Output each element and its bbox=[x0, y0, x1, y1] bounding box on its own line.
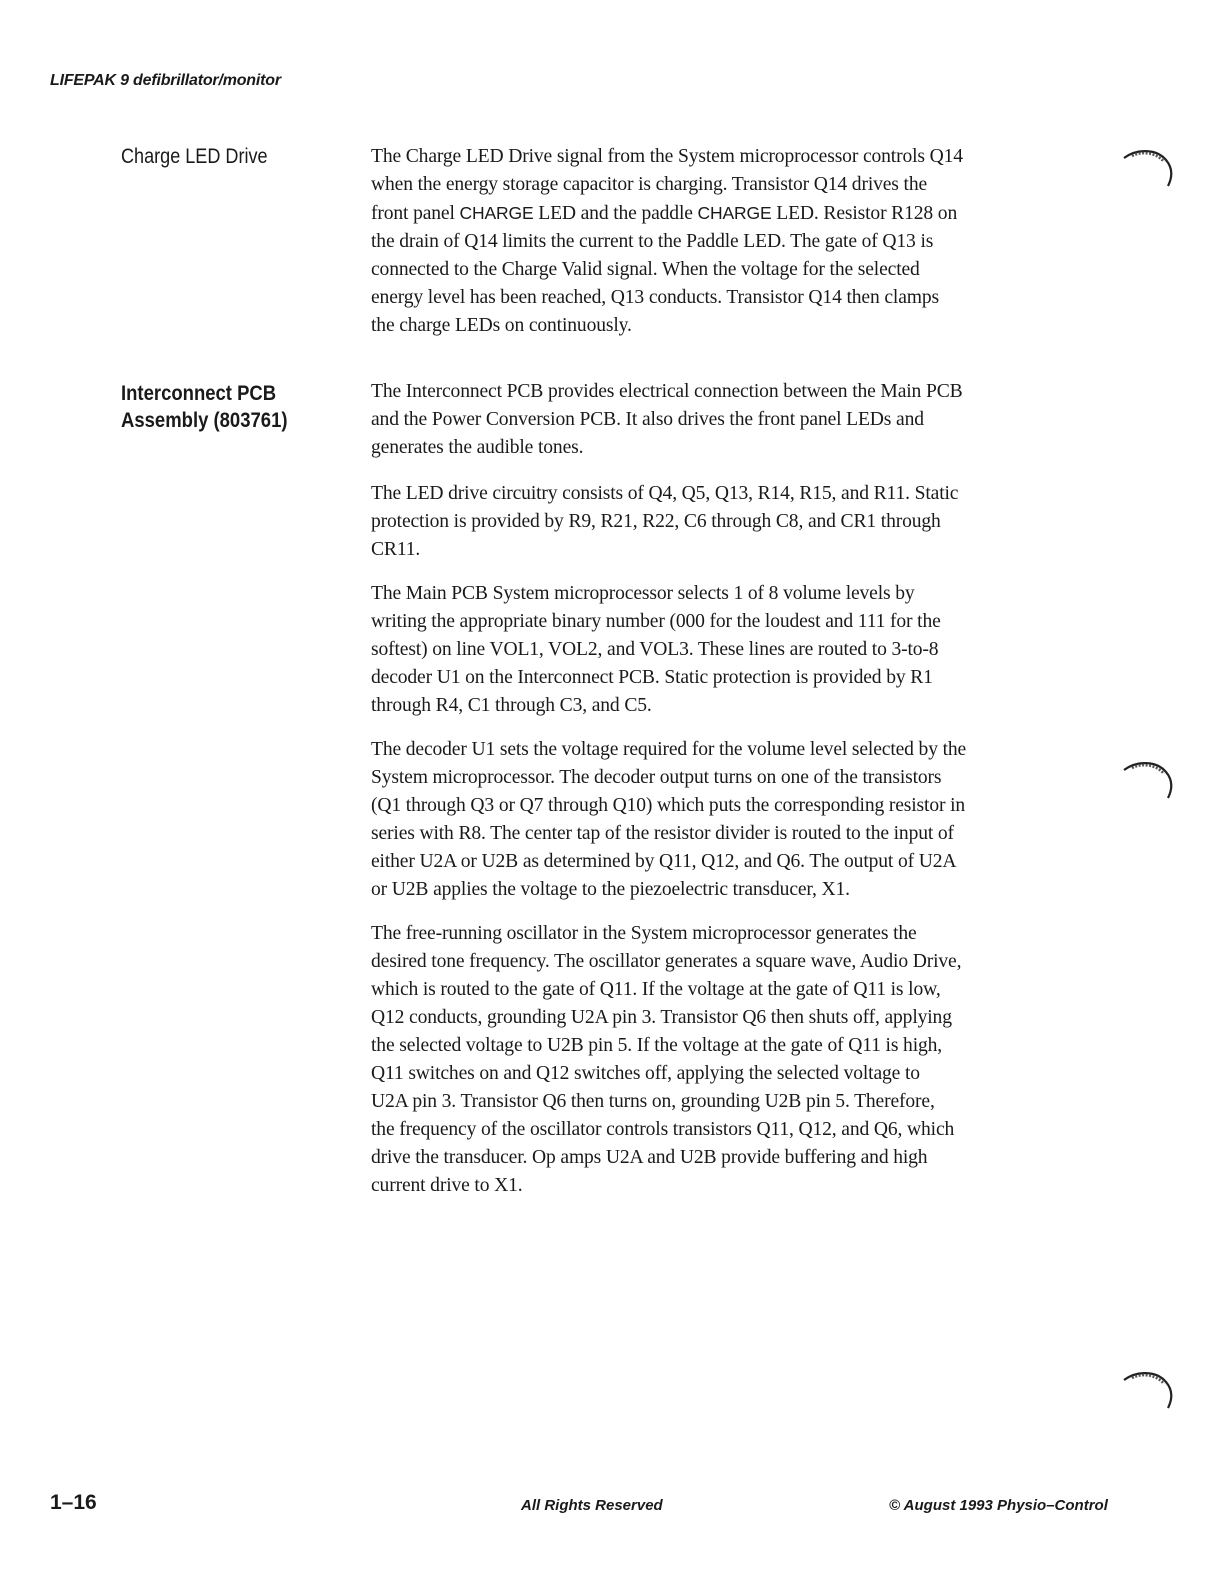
text-line: the selected voltage to U2B pin 5. If the voltage at the gate of Q11 is high, bbox=[371, 1035, 943, 1056]
panel-label-charge: CHARGE bbox=[459, 203, 534, 223]
paragraph-charge-led-drive bbox=[371, 143, 963, 340]
text-line: softest) on line VOL1, VOL2, and VOL3. These lines are routed to 3-to-8 bbox=[371, 639, 939, 660]
binder-hole-icon bbox=[1122, 148, 1176, 192]
paragraph-oscillator bbox=[371, 920, 961, 1200]
paragraph-interconnect-overview bbox=[371, 378, 963, 462]
text-line: the charge LEDs on continuously. bbox=[371, 315, 632, 336]
text-line: The decoder U1 sets the voltage required for the volume level selected by the bbox=[371, 739, 967, 760]
text-line: the frequency of the oscillator controls transistors Q11, Q12, and Q6, which bbox=[371, 1119, 955, 1140]
text-run: front panel bbox=[371, 203, 460, 224]
text-line: the drain of Q14 limits the current to the Paddle LED. The gate of Q13 is bbox=[371, 231, 934, 252]
text-line: drive the transducer. Op amps U2A and U2B provide buffering and high bbox=[371, 1147, 928, 1168]
text-line: current drive to X1. bbox=[371, 1175, 523, 1196]
text-line: connected to the Charge Valid signal. When the voltage for the selected bbox=[371, 259, 920, 280]
text-line: Q11 switches on and Q12 switches off, applying the selected voltage to bbox=[371, 1063, 920, 1084]
text-line: through R4, C1 through C3, and C5. bbox=[371, 695, 652, 716]
text-line: (Q1 through Q3 or Q7 through Q10) which puts the corresponding resistor in bbox=[371, 795, 966, 816]
text-line: The free-running oscillator in the System microprocessor generates the bbox=[371, 923, 917, 944]
text-line: generates the audible tones. bbox=[371, 437, 584, 458]
text-line-mixed bbox=[371, 199, 963, 228]
text-line: System microprocessor. The decoder output turns on one of the transistors bbox=[371, 767, 942, 788]
text-line: or U2B applies the voltage to the piezoelectric transducer, X1. bbox=[371, 879, 850, 900]
section-heading-line: Interconnect PCB bbox=[121, 381, 277, 405]
text-line: energy level has been reached, Q13 conducts. Transistor Q14 then clamps bbox=[371, 287, 939, 308]
section-heading-interconnect-pcb bbox=[121, 380, 288, 434]
text-line: when the energy storage capacitor is charging. Transistor Q14 drives the bbox=[371, 174, 928, 195]
text-line: and the Power Conversion PCB. It also drives the front panel LEDs and bbox=[371, 409, 924, 430]
text-line: desired tone frequency. The oscillator generates a square wave, Audio Drive, bbox=[371, 951, 962, 972]
binder-hole-icon bbox=[1122, 760, 1176, 804]
section-heading-line: Assembly (803761) bbox=[121, 408, 288, 432]
paragraph-led-drive-circuitry bbox=[371, 480, 958, 564]
text-line: The LED drive circuitry consists of Q4, Q5, Q13, R14, R15, and R11. Static bbox=[371, 483, 959, 504]
text-line: U2A pin 3. Transistor Q6 then turns on, grounding U2B pin 5. Therefore, bbox=[371, 1091, 935, 1112]
binder-hole-icon bbox=[1122, 1370, 1176, 1414]
text-line: decoder U1 on the Interconnect PCB. Static protection is provided by R1 bbox=[371, 667, 933, 688]
running-header: LIFEPAK 9 defibrillator/monitor bbox=[50, 72, 281, 89]
text-line: writing the appropriate binary number (000 for the loudest and 111 for the bbox=[371, 611, 941, 632]
text-line: The Interconnect PCB provides electrical connection between the Main PCB bbox=[371, 381, 963, 402]
footer-rights: All Rights Reserved bbox=[521, 1497, 663, 1514]
text-line: CR11. bbox=[371, 539, 421, 560]
text-line: The Main PCB System microprocessor selects 1 of 8 volume levels by bbox=[371, 583, 915, 604]
paragraph-volume-levels bbox=[371, 580, 941, 720]
text-line: Q12 conducts, grounding U2A pin 3. Transistor Q6 then shuts off, applying bbox=[371, 1007, 952, 1028]
text-line: protection is provided by R9, R21, R22, C6 through C8, and CR1 through bbox=[371, 511, 941, 532]
section-heading-line: Charge LED Drive bbox=[121, 145, 268, 168]
text-line: series with R8. The center tap of the resistor divider is routed to the input of bbox=[371, 823, 954, 844]
text-run: LED and the paddle bbox=[533, 203, 698, 224]
text-line: which is routed to the gate of Q11. If the voltage at the gate of Q11 is low, bbox=[371, 979, 941, 1000]
text-line: either U2A or U2B as determined by Q11, Q12, and Q6. The output of U2A bbox=[371, 851, 957, 872]
text-run: LED. Resistor R128 on bbox=[771, 203, 958, 224]
text-line: The Charge LED Drive signal from the System microprocessor controls Q14 bbox=[371, 146, 963, 167]
footer-copyright: © August 1993 Physio–Control bbox=[889, 1497, 1108, 1514]
paragraph-decoder bbox=[371, 736, 966, 904]
page-number: 1–16 bbox=[50, 1491, 97, 1514]
section-heading-charge-led-drive bbox=[121, 145, 268, 169]
paddle-label-charge: CHARGE bbox=[697, 203, 772, 223]
